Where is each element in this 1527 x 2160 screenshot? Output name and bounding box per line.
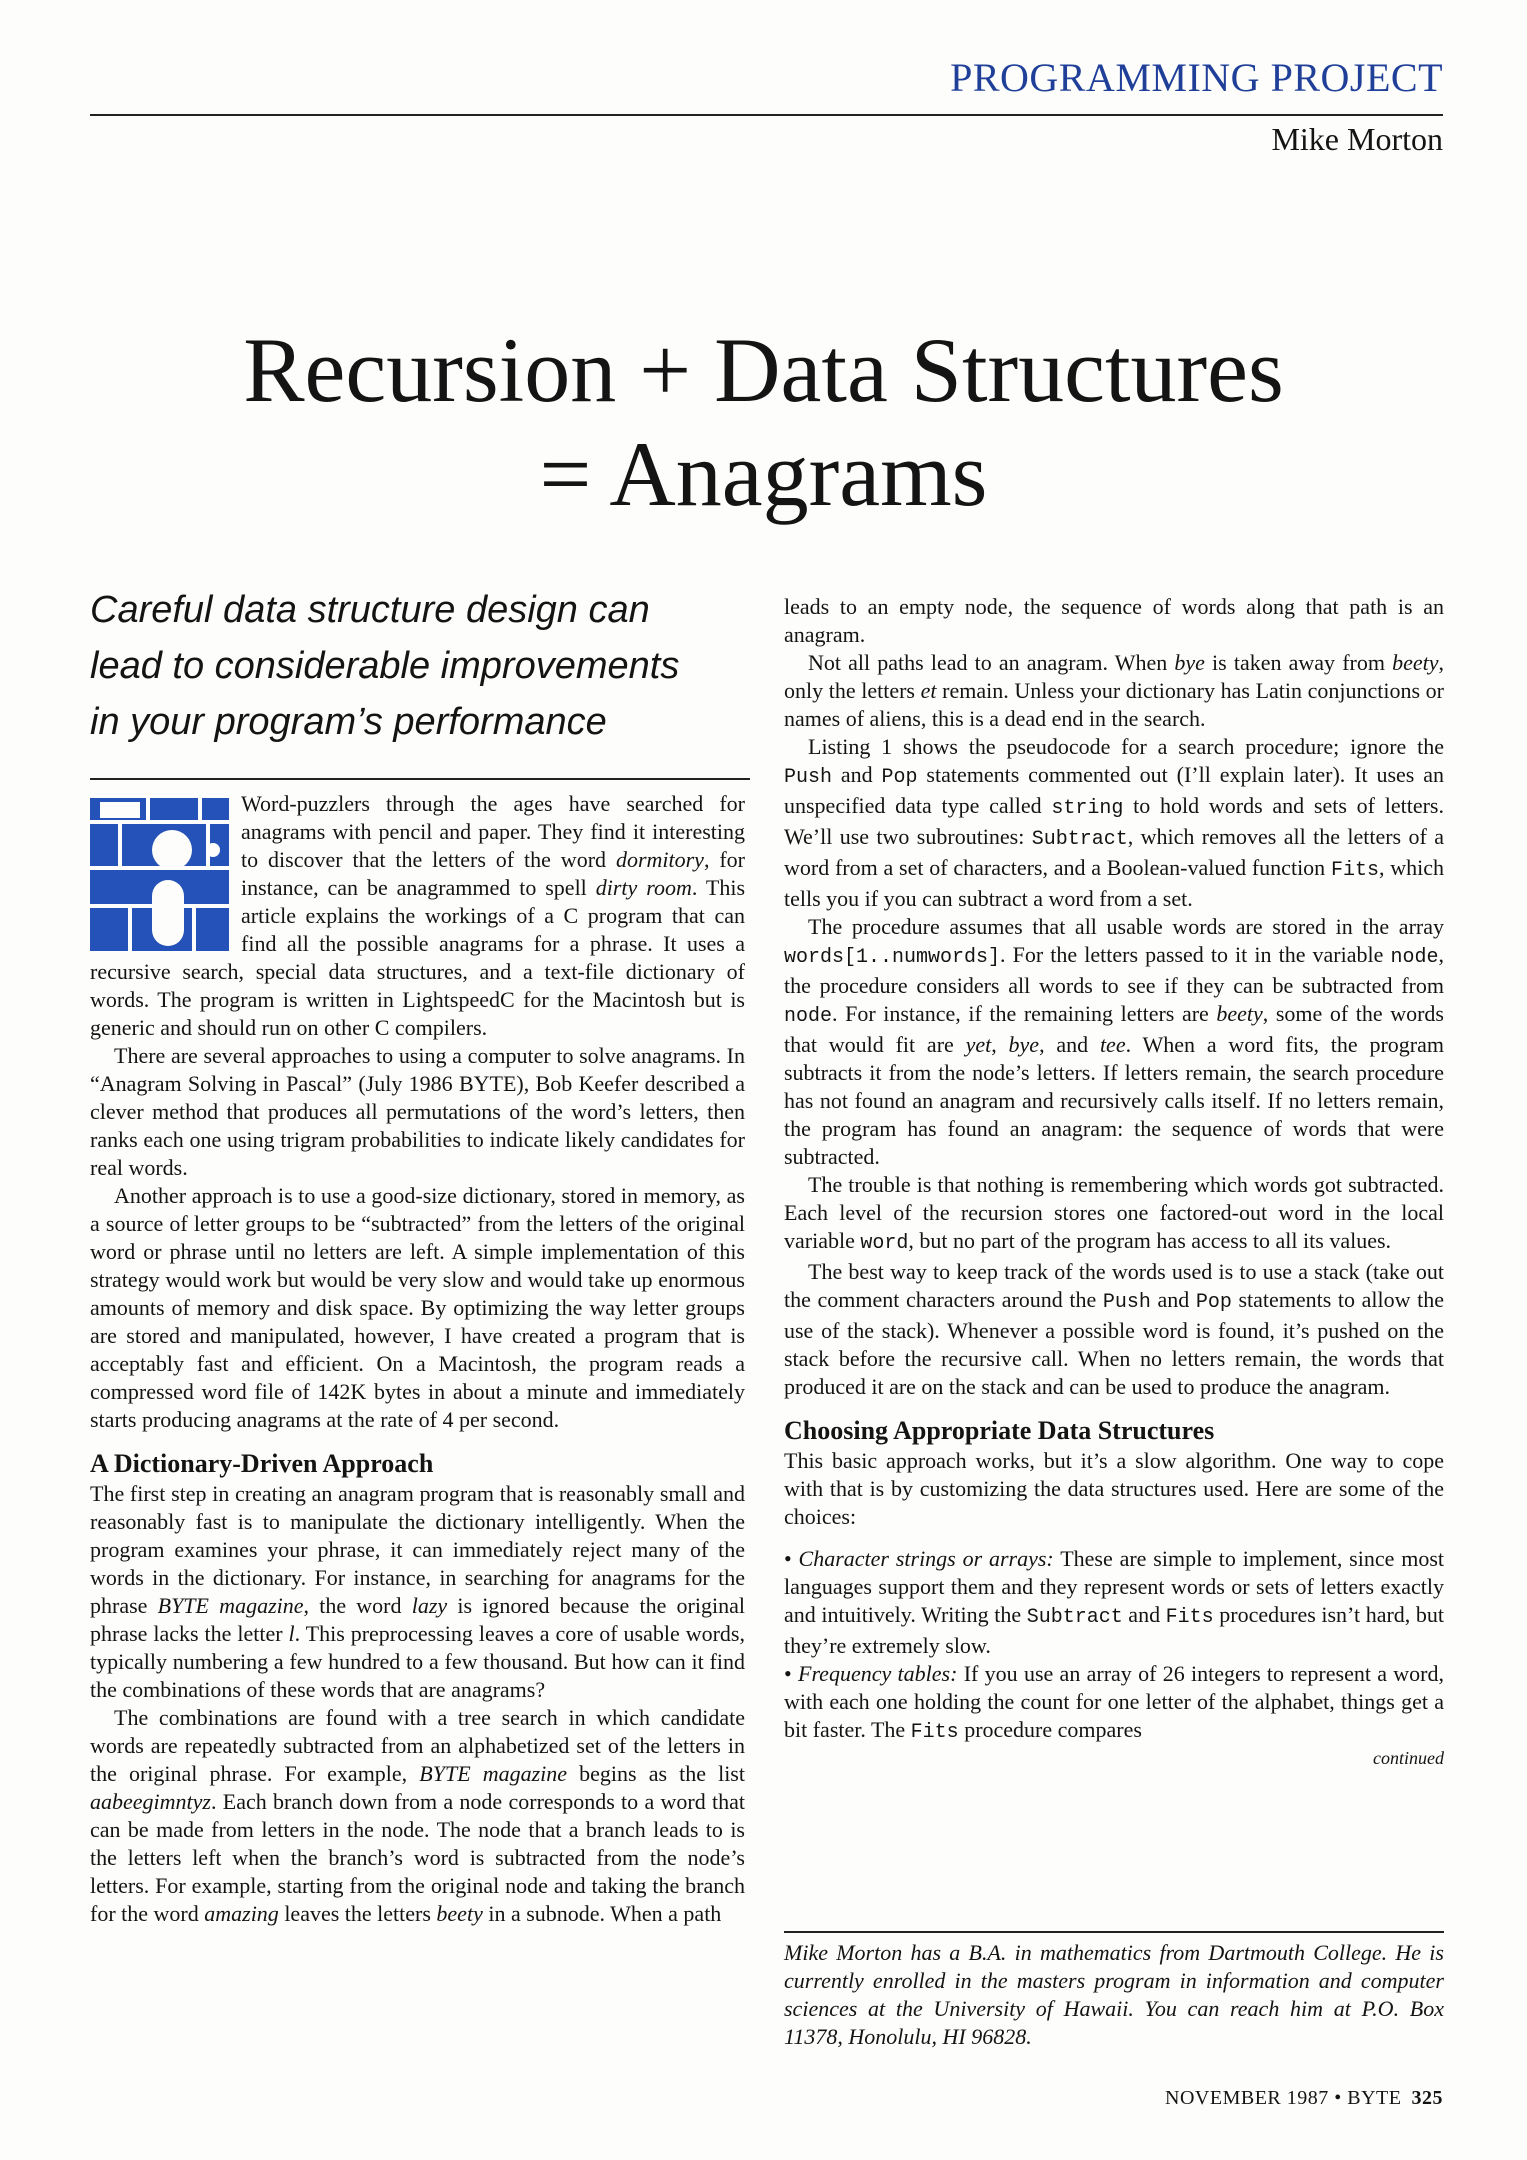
right-paragraph-3: Listing 1 shows the pseudocode for a search procedure; ignore the Push and Pop statements commented out (I’ll explain later). It uses an unspecified data type called string to hold words and sets of letters. We’ll use two subroutines: Subtract, which removes all the letters of a word from a set of characters, and a Boolean-valued function Fits, which tells you if you can subtract a word from a set. (784, 734, 1444, 911)
title-line-2: = Anagrams (539, 423, 988, 525)
deck-rule (90, 778, 750, 780)
right-paragraph-4: The procedure assumes that all usable words are stored in the array words[1..numwords]. For the letters passed to it in the variable node, the procedure considers all words to see if they can be subtracted from node. For instance, if the remaining letters are beety, some of the words that would fit are yet, bye, and tee. When a word fits, the program subtracts it from the node’s letters. If letters remain, the search procedure has not found an anagram and recursively calls itself. If no letters remain, the program has found an anagram: the sequence of words that were subtracted. (784, 914, 1444, 1169)
left-paragraph-4: The first step in creating an anagram program that is reasonably small and reasonably fast is to manipulate the dictionary intelligently. When the program examines your phrase, it can immediately reject many of the words in the dictionary. For instance, in searching for anagrams for the phrase BYTE magazine, the word lazy is ignored because the original phrase lacks the letter l. This preprocessing leaves a core of usable words, typically numbering a few hundred to a few thousand. But how can it find the combinations of these words that are anagrams? (90, 1481, 745, 1702)
page-number: 325 (1411, 2087, 1443, 2109)
bio-rule (784, 1931, 1444, 1933)
title-line-1: Recursion + Data Structures (243, 319, 1284, 421)
right-paragraph-6: The best way to keep track of the words used is to use a stack (take out the comment characters around the Push and Pop statements to allow the use of the stack). Whenever a possible word is found, it’s pushed on the stack before the recursive call. When no letters remain, the words that produced it are on the stack and can be used to produce the anagram. (784, 1259, 1444, 1399)
bullet-character-strings: • Character strings or arrays: These are simple to implement, since most languages support them and they represent words or sets of letters exactly and intuitively. Writing the Subtract and Fits procedures isn’t hard, but they’re extremely slow. (784, 1546, 1445, 1658)
article-title (0, 318, 1527, 526)
author-bio: Mike Morton has a B.A. in mathematics from Dartmouth College. He is currently enrolled in the masters program in information and computer sciences at the University of Hawaii. You can reach him at P.O. Box 11378, Honolulu, HI 96828. (784, 1940, 1444, 2049)
right-column (784, 593, 1444, 1769)
right-paragraph-1: leads to an empty node, the sequence of words along that path is an anagram. (784, 594, 1444, 647)
section-heading-data-structures: Choosing Appropriate Data Structures (784, 1416, 1215, 1445)
right-paragraph-7: This basic approach works, but it’s a slow algorithm. One way to cope with that is by customizing the data structures used. Here are some of the choices: (784, 1448, 1444, 1529)
left-paragraph-5: The combinations are found with a tree search in which candidate words are repeatedly subtracted from an alphabetized set of the letters in the original phrase. For example, BYTE magazine begins as the list aabeegimntyz. Each branch down from a node corresponds to a word that can be made from letters in the node. The node that a branch leads to is the letters left when the branch’s word is subtracted from the node’s letters. For example, starting from the original node and taking the branch for the word amazing leaves the letters beety in a subnode. When a path (90, 1705, 745, 1926)
left-paragraph-2: There are several approaches to using a computer to solve anagrams. In “Anagram Solving in Pascal” (July 1986 BYTE), Bob Keefer described a clever method that produces all permutations of the word’s letters, then ranks each one using trigram probabilities to indicate likely candidates for real words. (90, 1043, 745, 1180)
right-paragraph-5: The trouble is that nothing is remembering which words got subtracted. Each level of the recursion stores one factored-out word in the local variable word, but no part of the program has access to all its values. (784, 1172, 1444, 1255)
section-label: PROGRAMMING PROJECT (950, 55, 1443, 100)
byte-department-logo-icon (90, 798, 229, 951)
right-paragraph-2: Not all paths lead to an anagram. When bye is taken away from beety, only the letters et remain. Unless your dictionary has Latin conjunctions or names of aliens, this is a dead end in the search. (784, 650, 1444, 731)
issue-label: NOVEMBER 1987 • BYTE (1165, 2087, 1402, 2109)
left-column (90, 790, 745, 1928)
left-paragraph-3: Another approach is to use a good-size dictionary, stored in memory, as a source of letter groups to be “subtracted” from the letters of the original word or phrase until no letters are left. A simple implementation of this strategy would work but would be very slow and would take up enormous amounts of memory and disk space. By optimizing the way letter groups are stored and manipulated, however, I have created a program that is acceptably fast and efficient. On a Macintosh, the program reads a compressed word file of 142K bytes in about a minute and immediately starts producing anagrams at the rate of 4 per second. (90, 1183, 745, 1432)
left-paragraph-1: Word-puzzlers through the ages have searched for anagrams with pencil and paper. They find it interesting to discover that the letters of the word dormitory, for instance, can be anagrammed to spell dirty room. This article explains the workings of a C program that can find all the possible anagrams for a phrase. It uses a recursive search, special data structures, and a text-file dictionary of words. The program is written in LightspeedC for the Macintosh but is generic and should run on other C compilers. (90, 791, 746, 1040)
bullet-frequency-tables: • Frequency tables: If you use an array of 26 integers to represent a word, with each one holding the count for one letter of the alphabet, things get a bit faster. The Fits procedure compares (784, 1661, 1445, 1744)
continued-label: continued (1373, 1748, 1444, 1768)
header-rule (90, 114, 1443, 116)
section-heading-dictionary: A Dictionary-Driven Approach (90, 1449, 434, 1478)
page-footer (1165, 2087, 1443, 2110)
article-deck: Careful data structure design can lead to considerable improvements in your program’s performance (90, 589, 680, 743)
author-byline: Mike Morton (1271, 121, 1443, 157)
